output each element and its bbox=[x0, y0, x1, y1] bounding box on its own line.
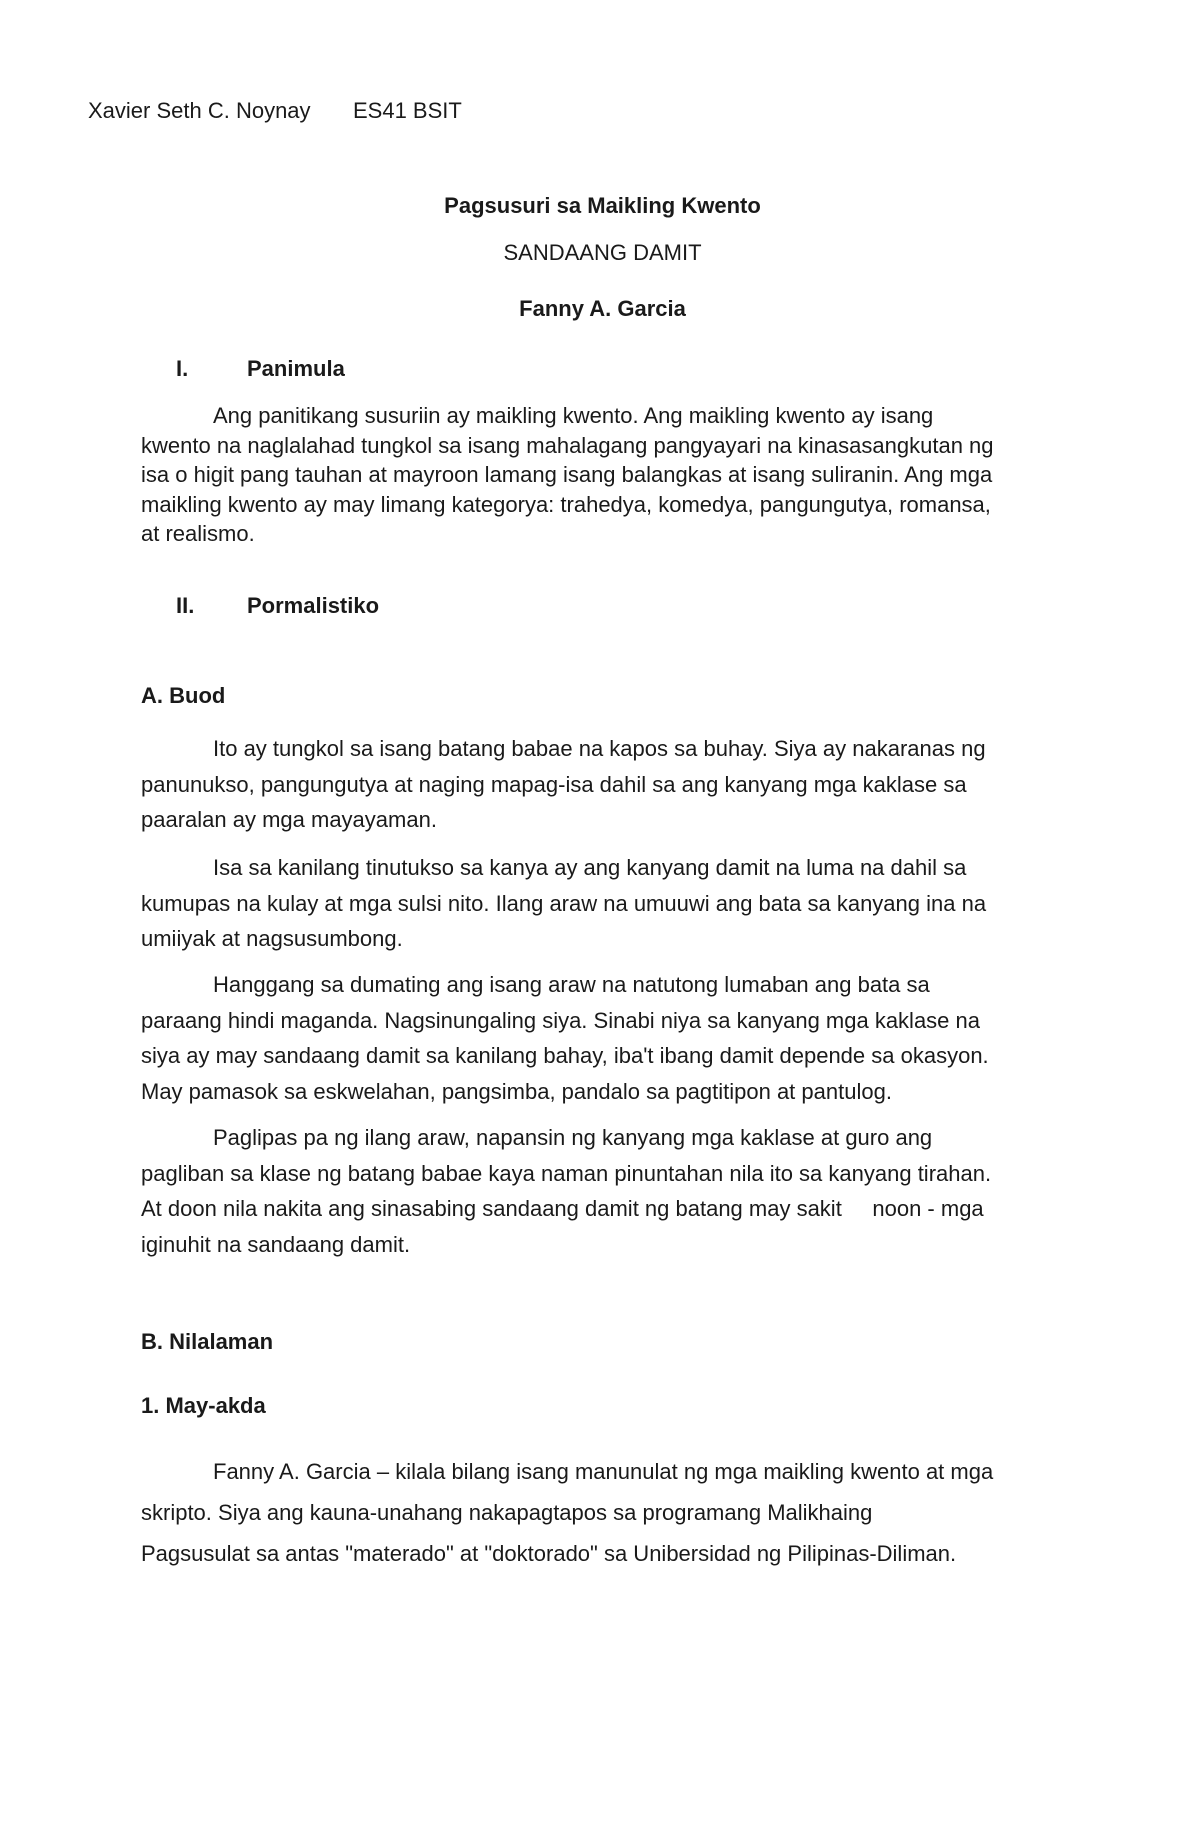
paragraph-line: May pamasok sa eskwelahan, pangsimba, pandalo sa pagtitipon at pantulog. bbox=[141, 1078, 892, 1104]
paragraph-line: skripto. Siya ang kauna-unahang nakapagtapos sa programang Malikhaing bbox=[141, 1500, 873, 1525]
paragraph-line: Hanggang sa dumating ang isang araw na natutong lumaban ang bata sa bbox=[213, 972, 930, 997]
author-name: Xavier Seth C. Noynay bbox=[88, 98, 311, 123]
paragraph-line: siya ay may sandaang damit sa kanilang bahay, iba't ibang damit depende sa okasyon. bbox=[141, 1043, 989, 1068]
subsection-heading: A. Buod bbox=[141, 683, 226, 708]
paragraph-line: maikling kwento ay may limang kategorya: trahedya, komedya, pangungutya, romansa, bbox=[141, 491, 991, 517]
paragraph-line: isa o higit pang tauhan at mayroon lamang isang balangkas at isang suliranin. Ang mga bbox=[141, 462, 993, 487]
paragraph-line: iginuhit na sandaang damit. bbox=[141, 1231, 411, 1257]
subsection-heading: B. Nilalaman bbox=[141, 1329, 274, 1354]
course-label: ES41 BSIT bbox=[353, 98, 462, 123]
paragraph-line: Pagsusulat sa antas "materado" at "doktorado" sa Unibersidad ng Pilipinas-Diliman. bbox=[141, 1541, 957, 1566]
may-akda-paragraph bbox=[141, 1451, 1061, 1574]
section-number: I. bbox=[176, 356, 189, 381]
buod-paragraph bbox=[141, 850, 1061, 957]
document-title: Pagsusuri sa Maikling Kwento bbox=[444, 193, 761, 218]
paragraph-line: Paglipas pa ng ilang araw, napansin ng kanyang mga kaklase at guro ang bbox=[213, 1125, 933, 1150]
paragraph-line: panunukso, pangungutya at naging mapag-isa dahil sa ang kanyang mga kaklase sa bbox=[141, 771, 967, 797]
paragraph-line: kwento na naglalahad tungkol sa isang mahalagang pangyayari na kinasasangkutan ng bbox=[141, 432, 994, 458]
paragraph-line: at realismo. bbox=[141, 521, 255, 546]
paragraph-line: Ito ay tungkol sa isang batang babae na kapos sa buhay. Siya ay nakaranas ng bbox=[213, 736, 986, 761]
section-number: II. bbox=[176, 593, 195, 618]
subsection-subheading: 1. May-akda bbox=[141, 1393, 266, 1418]
panimula-paragraph bbox=[141, 401, 1061, 549]
paragraph-line: Fanny A. Garcia – kilala bilang isang manunulat ng mga maikling kwento at mga bbox=[213, 1459, 994, 1484]
paragraph-line: Ang panitikang susuriin ay maikling kwento. Ang maikling kwento ay isang bbox=[213, 403, 934, 428]
paragraph-line: paaralan ay mga mayayaman. bbox=[141, 807, 437, 832]
paragraph-line: pagliban sa klase ng batang babae kaya naman pinuntahan nila ito sa kanyang tirahan. bbox=[141, 1160, 992, 1186]
paragraph-line: kumupas na kulay at mga sulsi nito. Ilang araw na umuuwi ang bata sa kanyang ina na bbox=[141, 890, 987, 916]
story-writer: Fanny A. Garcia bbox=[519, 296, 686, 321]
buod-paragraph bbox=[141, 1120, 1061, 1262]
buod-paragraph bbox=[141, 731, 1061, 838]
paragraph-line: At doon nila nakita ang sinasabing sandaang damit ng batang may sakit noon - mga bbox=[141, 1196, 984, 1221]
paragraph-line: paraang hindi maganda. Nagsinungaling siya. Sinabi niya sa kanyang mga kaklase na bbox=[141, 1007, 980, 1033]
paragraph-line: umiiyak at nagsusumbong. bbox=[141, 926, 403, 951]
section-heading: Panimula bbox=[247, 356, 345, 381]
paragraph-line: Isa sa kanilang tinutukso sa kanya ay ang kanyang damit na luma na dahil sa bbox=[213, 855, 967, 880]
story-title: SANDAANG DAMIT bbox=[503, 240, 702, 265]
section-heading: Pormalistiko bbox=[247, 593, 380, 618]
buod-paragraph bbox=[141, 967, 1061, 1109]
